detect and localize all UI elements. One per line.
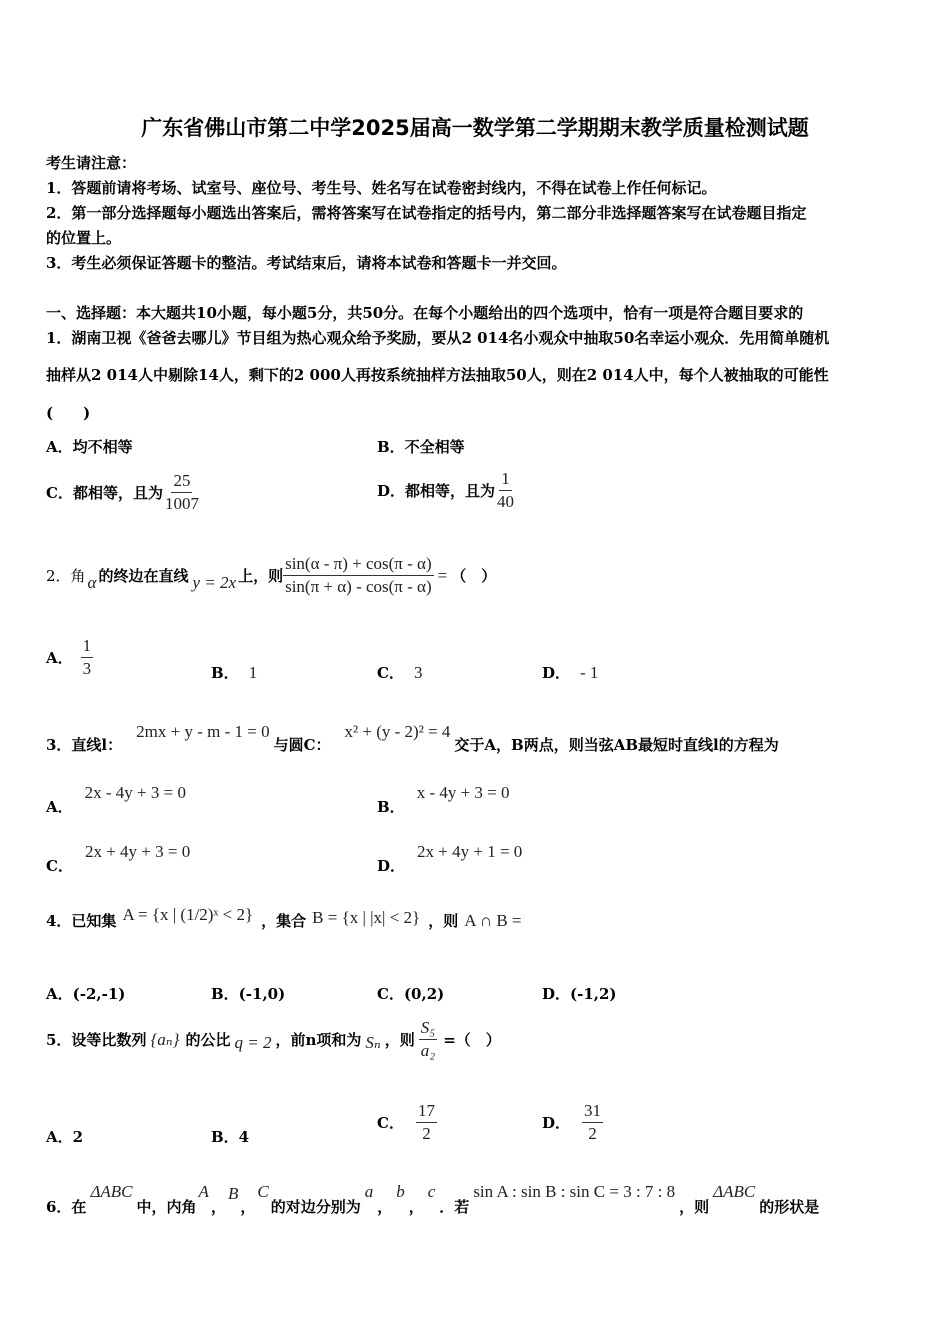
fraction-denominator: 40 (497, 492, 515, 511)
q6-stem (46, 1182, 819, 1217)
q2-line-eq: y = 2x (192, 572, 237, 592)
q4-set-b: B = {x | |x| < 2} (312, 907, 421, 927)
q3-tail: 交于A，B两点，则当弦AB最短时直线l的方程为 (454, 736, 779, 754)
q4-option-c: C．(0,2) (377, 985, 445, 1003)
separator: ， (240, 1198, 256, 1216)
q4-option-b: B．(-1,0) (211, 985, 286, 1003)
fraction-numerator: 1 (499, 469, 512, 491)
q3-option-b (377, 778, 510, 817)
q2-alpha: α (87, 572, 97, 592)
q6-mid: 中，内角 (136, 1198, 197, 1216)
q5-sequence: {aₙ} (150, 1029, 180, 1049)
option-label: D． (542, 664, 571, 682)
fraction-numerator: 1 (81, 636, 94, 658)
fraction-denominator: 3 (82, 659, 92, 678)
fraction-denominator: sin(π + α) - cos(π - α) (285, 577, 432, 596)
option-value: 3 (413, 663, 423, 682)
q5-mid: 的公比 (185, 1031, 231, 1049)
q6-side-b: b (396, 1182, 405, 1201)
q2-option-d (542, 662, 598, 683)
q4-expr: A ∩ B = (464, 910, 522, 930)
q4-option-d: D．(-1,2) (542, 985, 617, 1003)
q6-ratio: sin A : sin B : sin C = 3 : 7 : 8 (473, 1182, 676, 1201)
q5-option-a: A．2 (46, 1128, 84, 1146)
option-label: D． (377, 857, 406, 875)
option-label: C． (377, 1114, 404, 1132)
notice-heading: 考生请注意： (46, 154, 137, 172)
q6-triangle-2: ΔABC (713, 1182, 756, 1201)
q3-option-c (46, 837, 190, 876)
fraction-numerator: 25 (171, 471, 192, 493)
fraction-denominator: 2 (588, 1124, 597, 1143)
q4-prefix: 4．已知集 (46, 912, 117, 930)
option-label: D． (542, 1114, 571, 1132)
q5-mid3: ，则 (384, 1031, 415, 1049)
fraction-numerator: 31 (582, 1101, 603, 1123)
q2-option-a-fraction (81, 636, 94, 679)
fraction-denominator: 2 (422, 1124, 431, 1143)
q6-triangle: ΔABC (90, 1182, 133, 1201)
notice-item: 的位置上。 (46, 229, 122, 247)
fraction-denominator: a₂ (420, 1041, 436, 1060)
q6-mid3: ．若 (439, 1198, 470, 1216)
q5-sum: Sₙ (365, 1032, 381, 1052)
q3-option-a (46, 778, 186, 817)
q1-line2: 抽样从2 014人中剔除14人，剩下的2 000人再按系统抽样方法抽取50人，则在2 014人中，每个人被抽取的可能性 (46, 366, 829, 384)
q1-option-a: A．均不相等 (46, 438, 133, 456)
q5-stem (46, 1018, 501, 1061)
q4-set-a: A = {x | (1/2)ˣ < 2} (122, 904, 254, 924)
q1-line3: ( ) (46, 404, 91, 422)
option-value: 2x + 4y + 3 = 0 (84, 842, 191, 861)
q3-mid: 与圆C： (273, 736, 331, 754)
q3-stem (46, 722, 779, 755)
q4-mid2: ，则 (428, 912, 459, 930)
q3-option-d (377, 837, 522, 876)
option-value: 2x - 4y + 3 = 0 (84, 783, 186, 802)
q3-line-eq: 2mx + y - m - 1 = 0 (136, 722, 270, 741)
q2-mid2: 上，则 (238, 567, 284, 585)
q6-side-a: a (364, 1182, 374, 1201)
q2-option-b (211, 662, 257, 683)
fraction-numerator: S₅ (419, 1018, 437, 1040)
q1-option-d-fraction (495, 469, 516, 512)
q2-prefix: 2．角 (46, 567, 86, 585)
q2-stem (46, 554, 496, 597)
option-label: C． (377, 664, 404, 682)
q4-mid: ，集合 (261, 912, 307, 930)
q5-option-c-fraction (416, 1101, 437, 1144)
option-value: 1 (248, 663, 258, 682)
section-heading: 一、选择题：本大题共10小题，每小题5分，共50分。在每个小题给出的四个选项中，恰有一项是符合题目要求的 (46, 304, 804, 322)
q2-fraction (283, 554, 434, 597)
q5-tail: =（ ） (443, 1031, 501, 1049)
q6-prefix: 6．在 (46, 1198, 87, 1216)
q3-prefix: 3．直线l： (46, 736, 123, 754)
q1-option-c (46, 471, 201, 514)
q5-option-d-fraction (582, 1101, 603, 1144)
option-label: A． (46, 649, 73, 667)
q5-ratio: q = 2 (234, 1032, 272, 1052)
q2-eq: = (437, 565, 448, 585)
option-label: B． (377, 798, 405, 816)
q2-option-a (46, 636, 93, 679)
q2-tail: （ ） (451, 567, 497, 585)
separator: ， (377, 1198, 393, 1216)
separator: ， (210, 1198, 226, 1216)
q6-tail: 的形状是 (759, 1198, 820, 1216)
q6-angle-b: B (227, 1184, 239, 1203)
notice-item: 1．答题前请将考场、试室号、座位号、考生号、姓名写在试卷密封线内，不得在试卷上作任何标记。 (46, 179, 717, 197)
q5-prefix: 5．设等比数列 (46, 1031, 147, 1049)
q1-option-c-fraction (163, 471, 201, 514)
q1-option-d-label: D．都相等，且为 (377, 482, 496, 500)
fraction-denominator: 1007 (164, 494, 199, 513)
option-label: B． (211, 664, 239, 682)
q5-mid2: ，前n项和为 (275, 1031, 362, 1049)
q6-mid2: 的对边分别为 (270, 1198, 361, 1216)
q4-stem (46, 904, 522, 931)
fraction-numerator: sin(α - π) + cos(π - α) (283, 554, 434, 576)
q5-option-c (377, 1101, 437, 1144)
notice-item: 3．考生必须保证答题卡的整洁。考试结束后，请将本试卷和答题卡一并交回。 (46, 254, 567, 272)
option-value: - 1 (580, 663, 599, 682)
option-value: x - 4y + 3 = 0 (416, 783, 510, 802)
option-label: C． (46, 857, 73, 875)
q6-angle-c: C (257, 1182, 269, 1201)
option-value: 2x + 4y + 1 = 0 (417, 842, 523, 861)
q2-mid: 的终边在直线 (98, 567, 189, 585)
separator: ， (408, 1198, 424, 1216)
q1-option-c-label: C．都相等，且为 (46, 484, 163, 502)
q2-option-c (377, 662, 422, 683)
q5-option-b: B．4 (211, 1128, 250, 1146)
q5-fraction (419, 1018, 437, 1061)
q5-option-d (542, 1101, 603, 1144)
q4-option-a: A．(-2,-1) (46, 985, 126, 1003)
q1-option-b: B．不全相等 (377, 438, 465, 456)
q1-line1: 1．湖南卫视《爸爸去哪儿》节目组为热心观众给予奖励，要从2 014名小观众中抽取50名幸运小观众．先用简单随机 (46, 329, 830, 347)
q6-mid4: ，则 (679, 1198, 710, 1216)
q6-side-c: c (427, 1182, 436, 1201)
notice-item: 2．第一部分选择题每小题选出答案后，需将答案写在试卷指定的括号内，第二部分非选择题答案写在试卷题目指定 (46, 204, 807, 222)
q3-circle-eq: x² + (y - 2)² = 4 (344, 722, 451, 741)
q6-angle-a: A (198, 1182, 209, 1201)
option-label: A． (46, 798, 73, 816)
fraction-numerator: 17 (416, 1101, 437, 1123)
q1-option-d (377, 469, 516, 512)
page-title: 广东省佛山市第二中学2025届高一数学第二学期期末教学质量检测试题 (141, 116, 809, 140)
